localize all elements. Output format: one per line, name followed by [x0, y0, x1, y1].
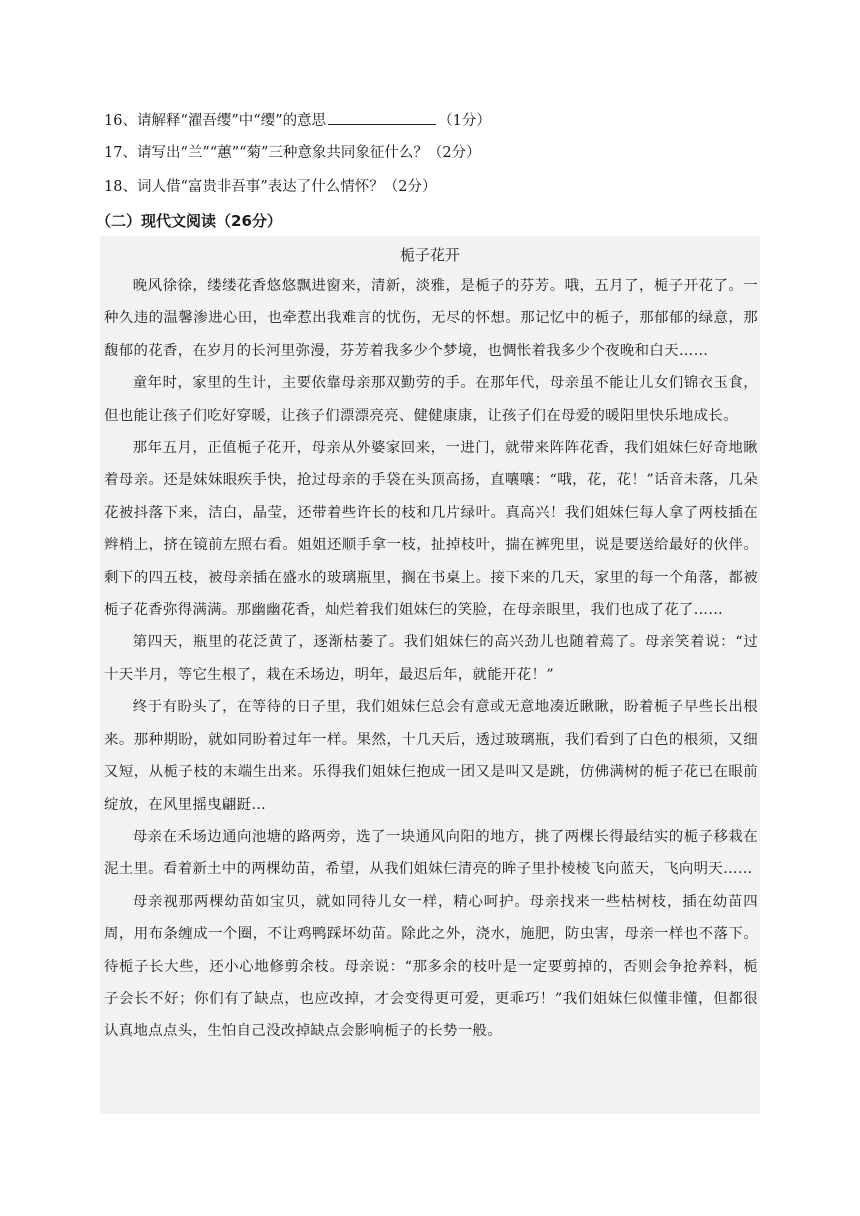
passage-paragraph: 第四天，瓶里的花泛黄了，逐渐枯萎了。我们姐妹仨的高兴劲儿也随着蔫了。母亲笑着说：“过十天半月，等它生根了，栽在禾场边，明年，最迟后年，就能开花！” [104, 634, 758, 683]
question-16-score: （1分） [438, 113, 491, 129]
passage-paragraph: 母亲在禾场边通向池塘的路两旁，选了一块通风向阳的地方，挑了两棵长得最结实的栀子移栽在泥土里。看着新土中的两棵幼苗，希望，从我们姐妹仨清亮的眸子里扑棱棱飞向蓝天，飞向明天…… [104, 828, 758, 878]
passage-title: 栀子花开 [399, 246, 460, 264]
passage-paragraph: 终于有盼头了，在等待的日子里，我们姐妹仨总会有意或无意地凑近瞅瞅，盼着栀子早些长出根来。那种期盼，就如同盼着过年一样。果然，十几天后，透过玻璃瓶，我们看到了白色的根须，又细又短，从栀子枝的末端生出来。乐得我们姐妹仨抱成一团又是叫又是跳，仿佛满树的栀子花已在眼前绽放，在风里摇曳翩跹… [104, 699, 758, 813]
question-16 [104, 110, 491, 131]
section-title: （二）现代文阅读（26分） [96, 212, 282, 230]
question-16-text: 16、请解释“濯吾缨”中“缨”的意思 [104, 113, 327, 129]
answer-blank[interactable] [328, 110, 436, 125]
passage-paragraph: 那年五月，正值栀子花开，母亲从外婆家回来，一进门，就带来阵阵花香，我们姐妹仨好奇地瞅着母亲。还是妹妹眼疾手快，抢过母亲的手袋在头顶高扬，直嚷嚷：“哦，花，花！”话音未落，几朵花被抖落下来，洁白，晶莹，还带着些许长的枝和几片绿叶。真高兴！我们姐妹仨每人拿了两枝插在辫梢上，挤在镜前左照右看。姐姐还顺手拿一枝，扯掉枝叶，揣在裤兜里，说是要送给最好的伙伴。剩下的四五枝，被母亲插在盛水的玻璃瓶里，搁在书桌上。接下来的几天，家里的每一个角落，都被栀子花香弥得满满。那幽幽花香，灿烂着我们姐妹仨的笑脸，在母亲眼里，我们也成了花了…… [104, 440, 758, 619]
passage-paragraph: 母亲视那两棵幼苗如宝贝，就如同待儿女一样，精心呵护。母亲找来一些枯树枝，插在幼苗四周，用布条缠成一个圈，不让鸡鸭踩坏幼苗。除此之外，浇水，施肥，防虫害，母亲一样也不落下。待栀子长大些，还小心地修剪余枝。母亲说：“那多余的枝叶是一定要剪掉的，否则会争抢养料，栀子会长不好；你们有了缺点，也应改掉，才会变得更可爱，更乖巧！”我们姐妹仨似懂非懂，但都很认真地点点头，生怕自己没改掉缺点会影响栀子的长势一般。 [104, 893, 758, 1040]
passage-paragraph: 晚风徐徐，缕缕花香悠悠飘进窗来，清新，淡雅，是栀子的芬芳。哦，五月了，栀子开花了。一种久违的温馨渗进心田，也牵惹出我难言的忧伤，无尽的怀想。那记忆中的栀子，那郁郁的绿意，那馥郁的花香，在岁月的长河里弥漫，芬芳着我多少个梦境，也惆怅着我多少个夜晚和白天…… [104, 278, 758, 359]
reading-passage [100, 236, 760, 1114]
question-18: 18、词人借“富贵非吾事”表达了什么情怀？（2分） [104, 179, 437, 195]
question-17: 17、请写出“兰”“蕙”“菊”三种意象共同象征什么？（2分） [104, 145, 481, 161]
passage-paragraph: 童年时，家里的生计，主要依靠母亲那双勤劳的手。在那年代，母亲虽不能让儿女们锦衣玉食，但也能让孩子们吃好穿暖，让孩子们漂漂亮亮、健健康康，让孩子们在母爱的暖阳里快乐地成长。 [104, 375, 758, 424]
